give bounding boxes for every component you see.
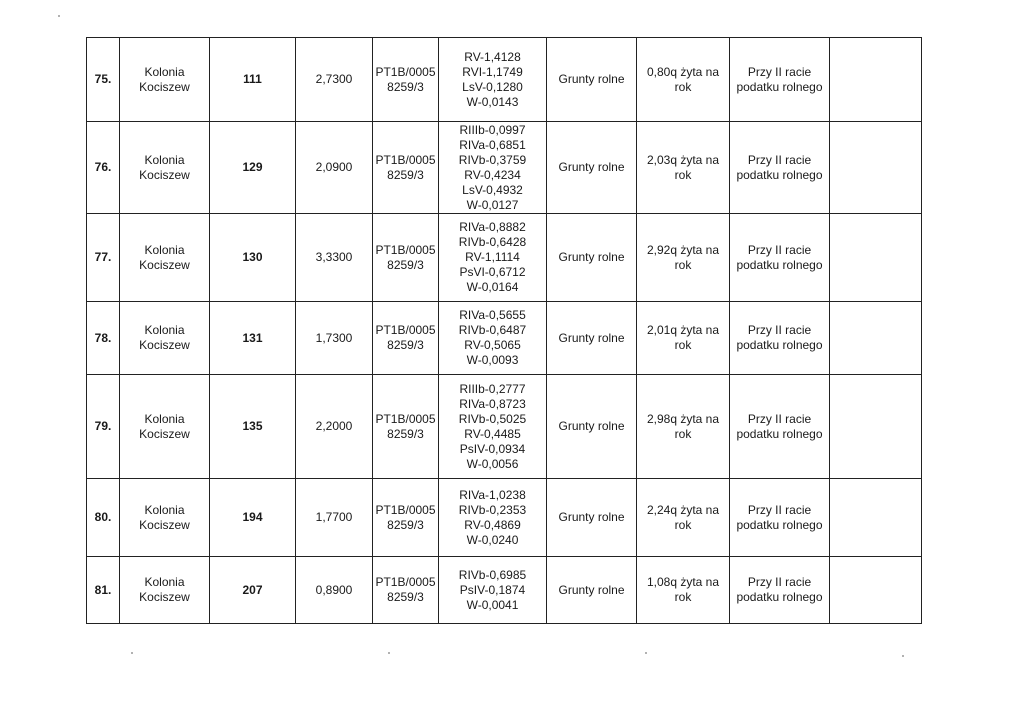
register-cell: PT1B/0005 8259/3 <box>373 214 439 302</box>
note-cell <box>830 479 922 557</box>
rent-cell: 2,98q żyta na rok <box>637 375 730 479</box>
land-use: Grunty rolne <box>547 557 637 624</box>
plot-area: 2,2000 <box>296 375 373 479</box>
land-classes-cell: RIVa-0,5655 RIVb-0,6487 RV-0,5065 W-0,0093 <box>439 302 547 375</box>
note-cell <box>830 122 922 214</box>
land-use: Grunty rolne <box>547 375 637 479</box>
rent-cell: 2,01q żyta na rok <box>637 302 730 375</box>
table-row <box>87 302 922 375</box>
land-use: Grunty rolne <box>547 122 637 214</box>
table-row <box>87 479 922 557</box>
note-cell <box>830 302 922 375</box>
plot-number: 135 <box>210 375 296 479</box>
table-body <box>87 38 922 624</box>
land-classes-cell: RIIIb-0,2777 RIVa-0,8723 RIVb-0,5025 RV-0,4485 PsIV-0,0934 W-0,0056 <box>439 375 547 479</box>
plot-area: 2,7300 <box>296 38 373 122</box>
payment-cell: Przy II racie podatku rolnego <box>730 302 830 375</box>
plot-number: 207 <box>210 557 296 624</box>
register-cell: PT1B/0005 8259/3 <box>373 38 439 122</box>
note-cell <box>830 38 922 122</box>
plot-area: 0,8900 <box>296 557 373 624</box>
payment-cell: Przy II racie podatku rolnego <box>730 375 830 479</box>
land-use: Grunty rolne <box>547 214 637 302</box>
land-classes-cell: RIVb-0,6985 PsIV-0,1874 W-0,0041 <box>439 557 547 624</box>
row-number: 75. <box>87 38 120 122</box>
scan-speck <box>388 652 390 654</box>
land-use: Grunty rolne <box>547 38 637 122</box>
row-number: 77. <box>87 214 120 302</box>
row-number: 78. <box>87 302 120 375</box>
scan-speck <box>902 655 904 657</box>
land-classes-cell: RV-1,4128 RVI-1,1749 LsV-0,1280 W-0,0143 <box>439 38 547 122</box>
land-classes-cell: RIIIb-0,0997 RIVa-0,6851 RIVb-0,3759 RV-0,4234 LsV-0,4932 W-0,0127 <box>439 122 547 214</box>
payment-cell: Przy II racie podatku rolnego <box>730 214 830 302</box>
land-classes-cell: RIVa-1,0238 RIVb-0,2353 RV-0,4869 W-0,0240 <box>439 479 547 557</box>
locality-cell: Kolonia Kociszew <box>120 479 210 557</box>
locality-cell: Kolonia Kociszew <box>120 38 210 122</box>
register-cell: PT1B/0005 8259/3 <box>373 479 439 557</box>
plot-number: 129 <box>210 122 296 214</box>
land-classes-cell: RIVa-0,8882 RIVb-0,6428 RV-1,1114 PsVI-0,6712 W-0,0164 <box>439 214 547 302</box>
row-number: 79. <box>87 375 120 479</box>
payment-cell: Przy II racie podatku rolnego <box>730 479 830 557</box>
locality-cell: Kolonia Kociszew <box>120 557 210 624</box>
register-cell: PT1B/0005 8259/3 <box>373 302 439 375</box>
note-cell <box>830 375 922 479</box>
table-row <box>87 375 922 479</box>
row-number: 81. <box>87 557 120 624</box>
payment-cell: Przy II racie podatku rolnego <box>730 38 830 122</box>
locality-cell: Kolonia Kociszew <box>120 302 210 375</box>
payment-cell: Przy II racie podatku rolnego <box>730 557 830 624</box>
table-row <box>87 557 922 624</box>
plot-area: 2,0900 <box>296 122 373 214</box>
plot-number: 130 <box>210 214 296 302</box>
plot-number: 111 <box>210 38 296 122</box>
plot-area: 3,3300 <box>296 214 373 302</box>
locality-cell: Kolonia Kociszew <box>120 375 210 479</box>
scan-speck <box>131 652 133 654</box>
rent-cell: 2,24q żyta na rok <box>637 479 730 557</box>
plot-area: 1,7300 <box>296 302 373 375</box>
scanned-page <box>86 37 921 624</box>
payment-cell: Przy II racie podatku rolnego <box>730 122 830 214</box>
table-row <box>87 214 922 302</box>
scan-speck <box>58 15 60 17</box>
plot-area: 1,7700 <box>296 479 373 557</box>
locality-cell: Kolonia Kociszew <box>120 214 210 302</box>
register-cell: PT1B/0005 8259/3 <box>373 122 439 214</box>
rent-cell: 2,03q żyta na rok <box>637 122 730 214</box>
register-cell: PT1B/0005 8259/3 <box>373 557 439 624</box>
register-cell: PT1B/0005 8259/3 <box>373 375 439 479</box>
note-cell <box>830 214 922 302</box>
plot-number: 194 <box>210 479 296 557</box>
note-cell <box>830 557 922 624</box>
plot-number: 131 <box>210 302 296 375</box>
land-lease-table <box>86 37 922 624</box>
table-row <box>87 38 922 122</box>
scan-speck <box>645 652 647 654</box>
locality-cell: Kolonia Kociszew <box>120 122 210 214</box>
row-number: 80. <box>87 479 120 557</box>
row-number: 76. <box>87 122 120 214</box>
land-use: Grunty rolne <box>547 302 637 375</box>
table-row <box>87 122 922 214</box>
rent-cell: 2,92q żyta na rok <box>637 214 730 302</box>
land-use: Grunty rolne <box>547 479 637 557</box>
rent-cell: 0,80q żyta na rok <box>637 38 730 122</box>
rent-cell: 1,08q żyta na rok <box>637 557 730 624</box>
